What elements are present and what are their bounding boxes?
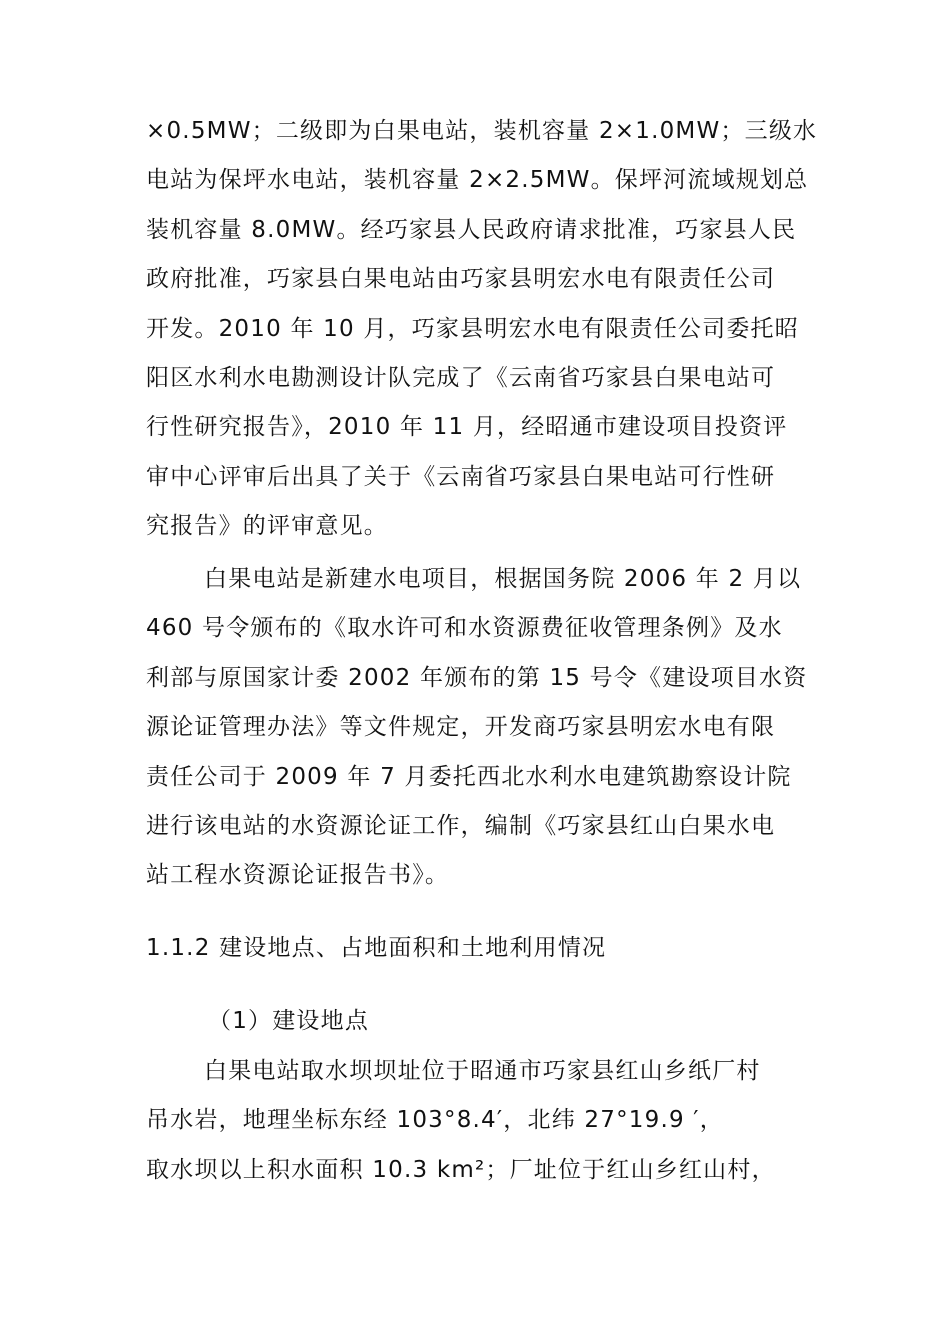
text-line: 开发。2010 年 10 月，巧家县明宏水电有限责任公司委托昭 xyxy=(146,315,799,342)
text-line: 阳区水利水电勘测设计队完成了《云南省巧家县白果电站可 xyxy=(146,364,776,391)
text-line: 审中心评审后出具了关于《云南省巧家县白果电站可行性研 xyxy=(146,463,776,490)
text-line: 究报告》的评审意见。 xyxy=(146,513,388,540)
text-line: 白果电站是新建水电项目，根据国务院 2006 年 2 月以 xyxy=(204,566,802,592)
text-line: 取水坝以上积水面积 10.3 km²；厂址位于红山乡红山村， xyxy=(146,1156,776,1183)
text-line: 行性研究报告》，2010 年 11 月，经昭通市建设项目投资评 xyxy=(146,414,788,441)
text-line: 政府批准，巧家县白果电站由巧家县明宏水电有限责任公司 xyxy=(146,266,776,293)
paragraph-construction-site xyxy=(146,1047,810,1195)
text-line: 进行该电站的水资源论证工作，编制《巧家县红山白果水电 xyxy=(146,812,776,839)
text-line: 电站为保坪水电站，装机容量 2×2.5MW。保坪河流域规划总 xyxy=(146,167,809,194)
text-line: 白果电站取水坝坝址位于昭通市巧家县红山乡纸厂村 xyxy=(204,1058,761,1084)
text-line: 责任公司于 2009 年 7 月委托西北水利水电建筑勘察设计院 xyxy=(146,763,792,790)
subsection-heading: （1）建设地点 xyxy=(208,1008,370,1034)
paragraph-project-background xyxy=(146,107,818,552)
text-line: 吊水岩，地理坐标东经 103°8.4′，北纬 27°19.9 ′， xyxy=(146,1107,724,1134)
paragraph-water-resource-argument xyxy=(146,555,810,901)
text-line: 源论证管理办法》等文件规定，开发商巧家县明宏水电有限 xyxy=(146,714,776,741)
section-heading: 1.1.2 建设地点、占地面积和土地利用情况 xyxy=(146,935,607,961)
text-line: 利部与原国家计委 2002 年颁布的第 15 号令《建设项目水资 xyxy=(146,664,808,691)
text-line: ×0.5MW；二级即为白果电站，装机容量 2×1.0MW；三级水 xyxy=(146,118,818,144)
text-line: 装机容量 8.0MW。经巧家县人民政府请求批准，巧家县人民 xyxy=(146,216,797,243)
text-line: 站工程水资源论证报告书》。 xyxy=(146,862,450,889)
text-line: 460 号令颁布的《取水许可和水资源费征收管理条例》及水 xyxy=(146,615,783,642)
